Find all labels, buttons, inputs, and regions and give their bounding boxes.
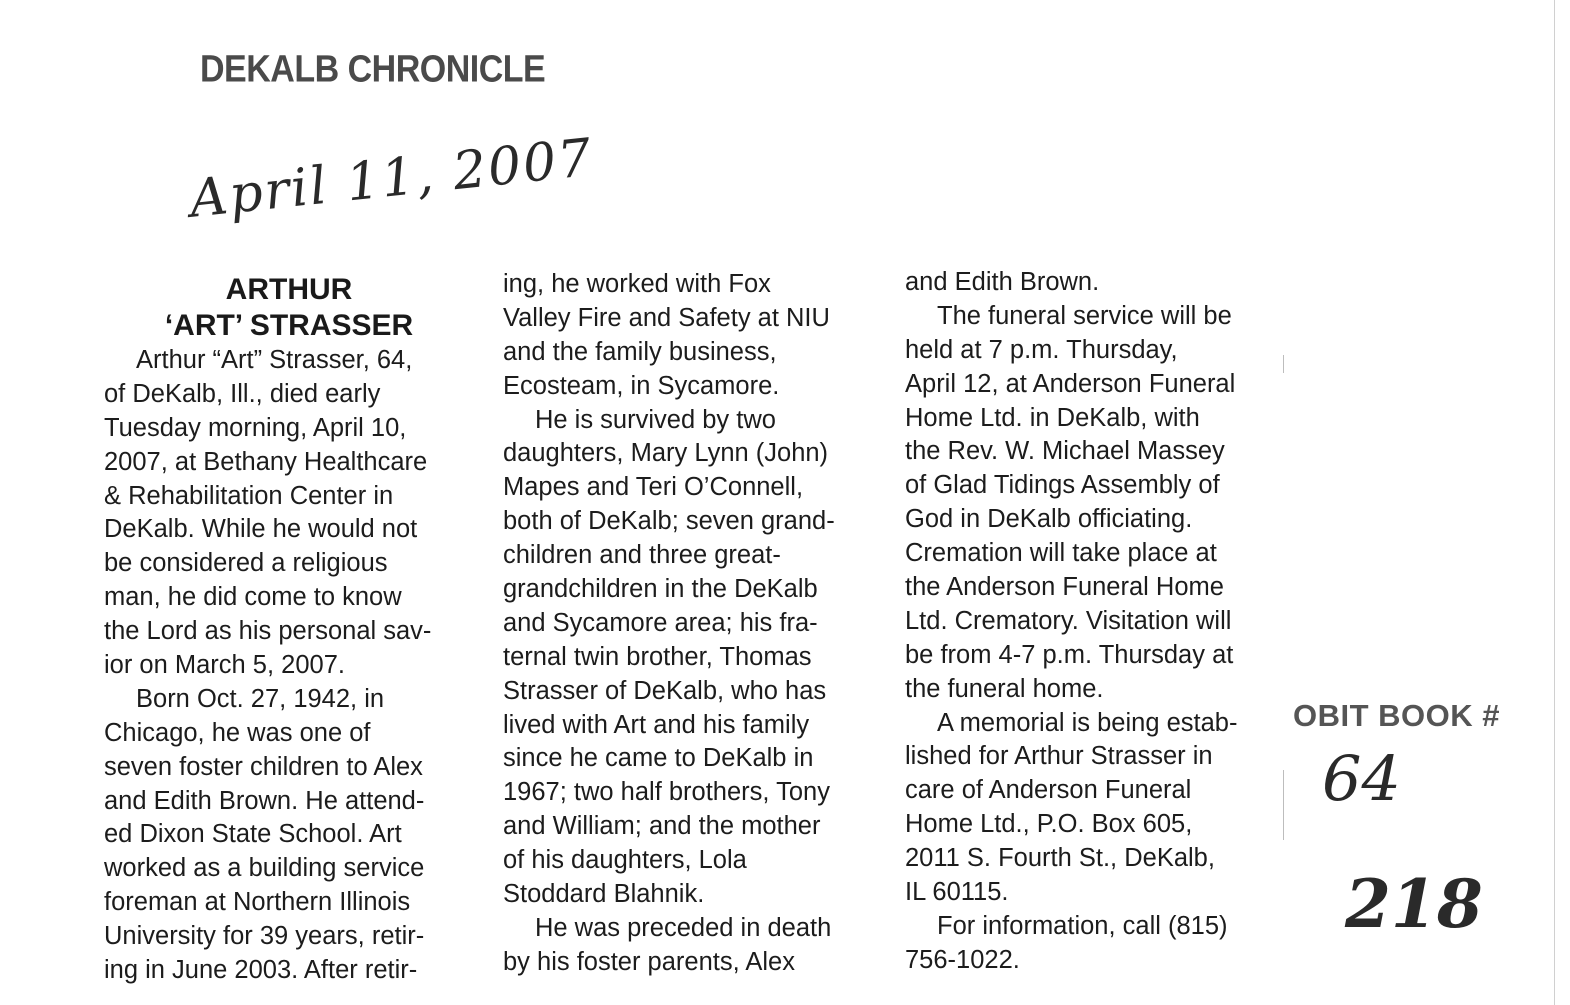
- text-line: the Anderson Funeral Home: [905, 573, 1224, 602]
- text-line: and Edith Brown.: [905, 268, 1100, 296]
- text-line: of DeKalb, Ill., died early: [104, 379, 381, 408]
- text-line: the Lord as his personal sav-: [104, 617, 432, 646]
- text-line: Mapes and Teri O’Connell,: [503, 473, 804, 502]
- text-line: held at 7 p.m. Thursday,: [905, 335, 1178, 364]
- margin-mark: [1283, 355, 1284, 373]
- text-line: 2011 S. Fourth St., DeKalb,: [905, 844, 1215, 873]
- margin-mark: [1283, 770, 1284, 840]
- text-line: lived with Art and his family: [503, 710, 810, 739]
- obituary-headline: [104, 272, 474, 344]
- text-line: ternal twin brother, Thomas: [503, 642, 812, 671]
- text-line: 756-1022.: [905, 945, 1020, 974]
- text-line: Valley Fire and Safety at NIU: [503, 303, 830, 332]
- text-line: Cremation will take place at: [905, 539, 1217, 568]
- headline-line-2: ‘ART’ STRASSER: [164, 309, 414, 342]
- text-line: and Edith Brown. He attend-: [104, 786, 425, 815]
- text-line: of his daughters, Lola: [503, 846, 747, 875]
- text-line: be considered a religious: [104, 549, 388, 578]
- text-line: grandchildren in the DeKalb: [503, 575, 818, 604]
- text-line: ior on March 5, 2007.: [104, 651, 345, 680]
- text-line: both of DeKalb; seven grand-: [503, 507, 835, 536]
- text-line: He was preceded in death: [535, 913, 832, 942]
- text-line: For information, call (815): [937, 911, 1228, 940]
- text-line: & Rehabilitation Center in: [104, 481, 394, 510]
- text-line: children and three great-: [503, 541, 781, 570]
- article-column-2: [503, 268, 835, 980]
- text-line: foreman at Northern Illinois: [104, 888, 411, 917]
- text-line: and Sycamore area; his fra-: [503, 608, 818, 637]
- newspaper-masthead: DEKALB CHRONICLE: [200, 48, 546, 91]
- text-line: Born Oct. 27, 1942, in: [136, 684, 385, 713]
- text-line: man, he did come to know: [104, 583, 402, 612]
- text-line: Stoddard Blahnik.: [503, 880, 705, 909]
- text-line: daughters, Mary Lynn (John): [503, 439, 829, 468]
- text-line: 2007, at Bethany Healthcare: [104, 447, 428, 476]
- handwritten-page-number: 218: [1345, 865, 1483, 943]
- text-line: Strasser of DeKalb, who has: [503, 676, 827, 705]
- text-line: ed Dixon State School. Art: [104, 820, 402, 849]
- text-line: care of Anderson Funeral: [905, 776, 1192, 805]
- text-line: be from 4-7 p.m. Thursday at: [905, 640, 1234, 669]
- text-line: of Glad Tidings Assembly of: [905, 471, 1220, 500]
- headline-line-1: ARTHUR: [225, 273, 353, 306]
- text-line: since he came to DeKalb in: [503, 744, 814, 773]
- text-line: by his foster parents, Alex: [503, 947, 795, 976]
- text-line: The funeral service will be: [937, 301, 1232, 330]
- text-line: Home Ltd. in DeKalb, with: [905, 403, 1200, 432]
- text-line: Tuesday morning, April 10,: [104, 413, 407, 442]
- text-line: DeKalb. While he would not: [104, 515, 418, 544]
- text-line: Ltd. Crematory. Visitation will: [905, 606, 1232, 635]
- text-line: lished for Arthur Strasser in: [905, 742, 1213, 771]
- text-line: IL 60115.: [905, 878, 1009, 907]
- text-line: the Rev. W. Michael Massey: [905, 437, 1225, 466]
- text-line: Home Ltd., P.O. Box 605,: [905, 810, 1193, 839]
- text-line: Arthur “Art” Strasser, 64,: [136, 346, 413, 374]
- text-line: seven foster children to Alex: [104, 752, 423, 781]
- text-line: A memorial is being estab-: [937, 708, 1238, 737]
- text-line: and the family business,: [503, 337, 777, 366]
- text-line: April 12, at Anderson Funeral: [905, 369, 1236, 398]
- text-line: 1967; two half brothers, Tony: [503, 778, 830, 807]
- text-line: and William; and the mother: [503, 812, 821, 841]
- text-line: He is survived by two: [535, 405, 776, 434]
- text-line: Chicago, he was one of: [104, 718, 371, 747]
- text-line: ing in June 2003. After retir-: [104, 956, 418, 985]
- text-line: Ecosteam, in Sycamore.: [503, 371, 780, 400]
- article-column-1: [104, 344, 431, 988]
- text-line: God in DeKalb officiating.: [905, 505, 1193, 534]
- obit-book-stamp: OBIT BOOK #: [1293, 698, 1501, 733]
- text-line: ing, he worked with Fox: [503, 270, 771, 298]
- text-line: worked as a building service: [104, 854, 425, 883]
- page-edge-line: [1554, 0, 1555, 1005]
- handwritten-date: April 11, 2007: [186, 127, 596, 230]
- article-column-3: [905, 266, 1237, 978]
- handwritten-book-number: 64: [1322, 742, 1401, 815]
- text-line: University for 39 years, retir-: [104, 922, 425, 951]
- text-line: the funeral home.: [905, 674, 1104, 703]
